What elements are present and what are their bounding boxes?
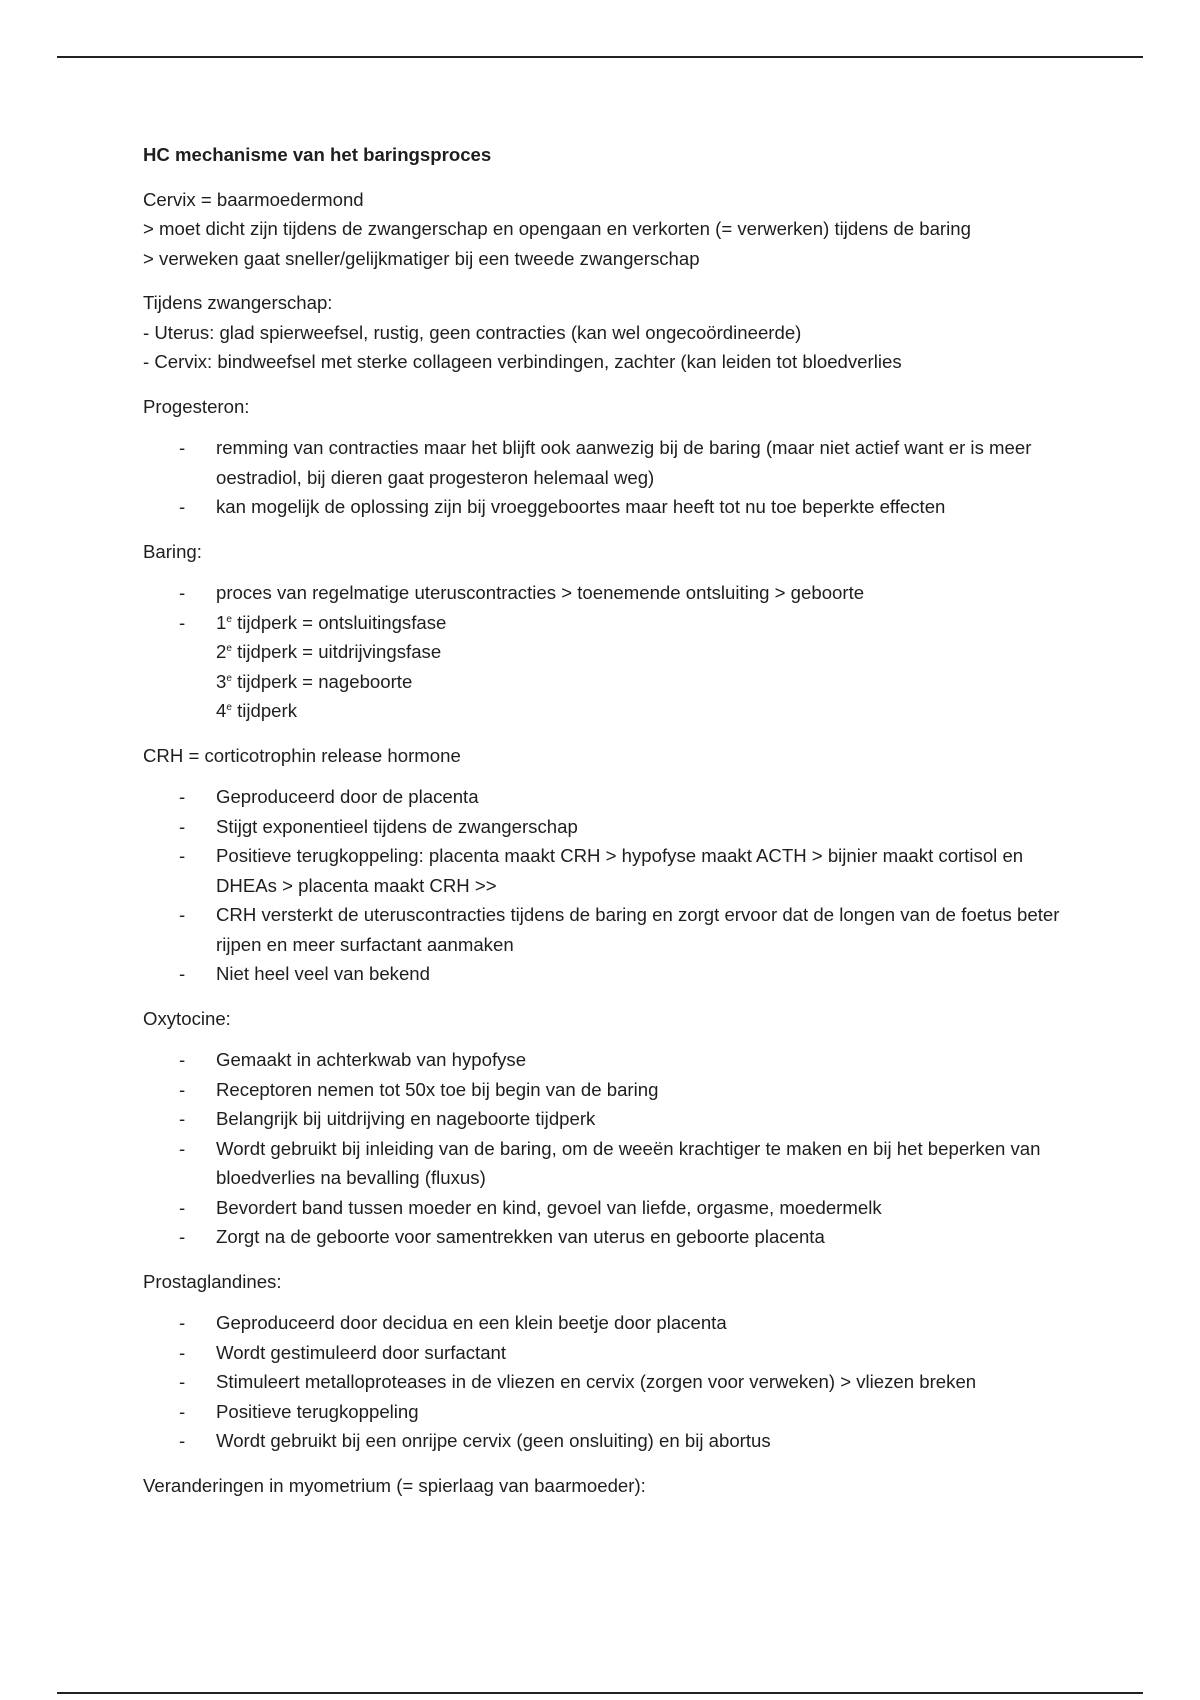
list-item [143, 841, 1073, 900]
bullet-dash: - [179, 1341, 186, 1363]
list-item-text: proces van regelmatige uteruscontracties > toenemende ontsluiting > geboorte [216, 582, 865, 603]
list-item-text: Niet heel veel van bekend [216, 963, 430, 984]
list-item-text: Geproduceerd door de placenta [216, 786, 479, 807]
list-item [143, 812, 1073, 842]
bullet-dash: - [179, 1371, 186, 1392]
cervix-section [143, 185, 1073, 274]
list-item [143, 1104, 1073, 1134]
list-item-text: Wordt gestimuleerd door surfactant [216, 1341, 507, 1363]
list-item [143, 1308, 1073, 1338]
list-item [143, 1397, 1073, 1427]
list-item [143, 492, 1073, 522]
footer-rule [57, 1692, 1143, 1694]
list-item [143, 782, 1073, 812]
section-heading: Prostaglandines: [143, 1270, 282, 1292]
cervix-definition: Cervix = baarmoedermond [143, 188, 364, 210]
list-item [143, 608, 1073, 726]
zwangerschap-section [143, 288, 1073, 377]
bullet-dash: - [179, 437, 186, 458]
phase-number: 2 [216, 641, 227, 662]
list-item-text: CRH versterkt de uteruscontracties tijdens de baring en zorgt ervoor dat de longen van de foetus beter rijpen en meer surfactant aanmaken [216, 904, 1060, 955]
cervix-note: > moet dicht zijn tijdens de zwangerschap en opengaan en verkorten (= verwerken) tijdens de baring [143, 218, 971, 239]
list-item-text: Bevordert band tussen moeder en kind, gevoel van liefde, orgasme, moedermelk [216, 1196, 882, 1218]
phase-text: tijdperk = nageboorte [231, 670, 413, 692]
bullet-dash: - [179, 1049, 186, 1070]
document-title: HC mechanisme van het baringsproces [143, 144, 492, 165]
section-heading: Baring: [143, 540, 202, 562]
crh-list [143, 782, 1073, 989]
list-item-text: Positieve terugkoppeling: placenta maakt CRH > hypofyse maakt ACTH > bijnier maakt cortisol en DHEAs > placenta maakt CRH >> [216, 845, 1024, 896]
phase-text: tijdperk [231, 700, 298, 721]
list-item-text: Zorgt na de geboorte voor samentrekken van uterus en geboorte placenta [216, 1226, 825, 1247]
bullet-dash: - [179, 963, 186, 984]
section-heading: Oxytocine: [143, 1007, 231, 1029]
bullet-dash: - [179, 786, 186, 807]
list-item [143, 578, 1073, 608]
phase-ordinal: e [226, 613, 232, 625]
list-item [143, 900, 1073, 959]
list-item [143, 1426, 1073, 1456]
bullet-dash: - [179, 611, 186, 633]
phase-line [216, 667, 1073, 697]
phase-ordinal: e [226, 643, 232, 654]
list-item-text: Wordt gebruikt bij inleiding van de baring, om de weeën krachtiger te maken en bij het beperken van bloedverlies na bevalling (fluxus) [216, 1137, 1041, 1188]
bullet-dash: - [179, 1108, 186, 1129]
section-heading: Progesteron: [143, 395, 250, 417]
list-item [143, 433, 1073, 492]
list-item-text: Geproduceerd door decidua en een klein beetje door placenta [216, 1312, 727, 1333]
list-item [143, 1193, 1073, 1223]
list-item [143, 1338, 1073, 1368]
phase-text: tijdperk = uitdrijvingsfase [231, 641, 442, 662]
list-item [143, 959, 1073, 989]
phase-ordinal: e [226, 672, 232, 684]
bullet-dash: - [179, 1430, 186, 1451]
bullet-dash: - [179, 1400, 186, 1422]
phase-number: 4 [216, 700, 227, 721]
phase-line [216, 696, 1073, 726]
phase-number: 1 [216, 611, 227, 633]
list-item-text: Positieve terugkoppeling [216, 1400, 419, 1422]
prostaglandines-list [143, 1308, 1073, 1456]
bullet-dash: - [179, 582, 186, 603]
bullet-dash: - [179, 904, 186, 925]
zwangerschap-note: - Uterus: glad spierweefsel, rustig, geen contracties (kan wel ongecoördineerde) [143, 321, 802, 343]
oxytocine-list [143, 1045, 1073, 1252]
list-item [143, 1075, 1073, 1105]
progesteron-list [143, 433, 1073, 522]
list-item [143, 1367, 1073, 1397]
phase-line [216, 608, 1073, 638]
list-item-text: kan mogelijk de oplossing zijn bij vroeggeboortes maar heeft tot nu toe beperkte effecten [216, 496, 946, 517]
header-rule [57, 56, 1143, 58]
list-item-text: Gemaakt in achterkwab van hypofyse [216, 1049, 527, 1070]
bullet-dash: - [179, 1226, 186, 1247]
bullet-dash: - [179, 815, 186, 837]
list-item [143, 1134, 1073, 1193]
phase-ordinal: e [226, 702, 232, 713]
list-item [143, 1222, 1073, 1252]
zwangerschap-note: - Cervix: bindweefsel met sterke collageen verbindingen, zachter (kan leiden tot bloedverlies [143, 351, 902, 372]
section-heading: Veranderingen in myometrium (= spierlaag van baarmoeder): [143, 1474, 646, 1496]
phase-text: tijdperk = ontsluitingsfase [231, 611, 447, 633]
list-item-text: Stijgt exponentieel tijdens de zwangerschap [216, 815, 578, 837]
bullet-dash: - [179, 1078, 186, 1100]
bullet-dash: - [179, 1137, 186, 1159]
bullet-dash: - [179, 845, 186, 866]
list-item-text: remming van contracties maar het blijft ook aanwezig bij de baring (maar niet actief want er is meer oestradiol, bij dieren gaat progesteron helemaal weg) [216, 437, 1032, 488]
section-heading: Tijdens zwangerschap: [143, 292, 333, 313]
bullet-dash: - [179, 496, 186, 517]
baring-list [143, 578, 1073, 726]
phase-number: 3 [216, 670, 227, 692]
phase-line [216, 637, 1073, 667]
list-item-text: Belangrijk bij uitdrijving en nageboorte tijdperk [216, 1108, 596, 1129]
section-heading: CRH = corticotrophin release hormone [143, 744, 461, 766]
list-item-text: Wordt gebruikt bij een onrijpe cervix (geen onsluiting) en bij abortus [216, 1430, 771, 1451]
cervix-note: > verweken gaat sneller/gelijkmatiger bij een tweede zwangerschap [143, 247, 700, 269]
list-item-text: Receptoren nemen tot 50x toe bij begin van de baring [216, 1078, 659, 1100]
list-item-text: Stimuleert metalloproteases in de vliezen en cervix (zorgen voor verweken) > vliezen breken [216, 1371, 977, 1392]
bullet-dash: - [179, 1312, 186, 1333]
bullet-dash: - [179, 1196, 186, 1218]
document-body [143, 140, 1073, 1512]
list-item [143, 1045, 1073, 1075]
